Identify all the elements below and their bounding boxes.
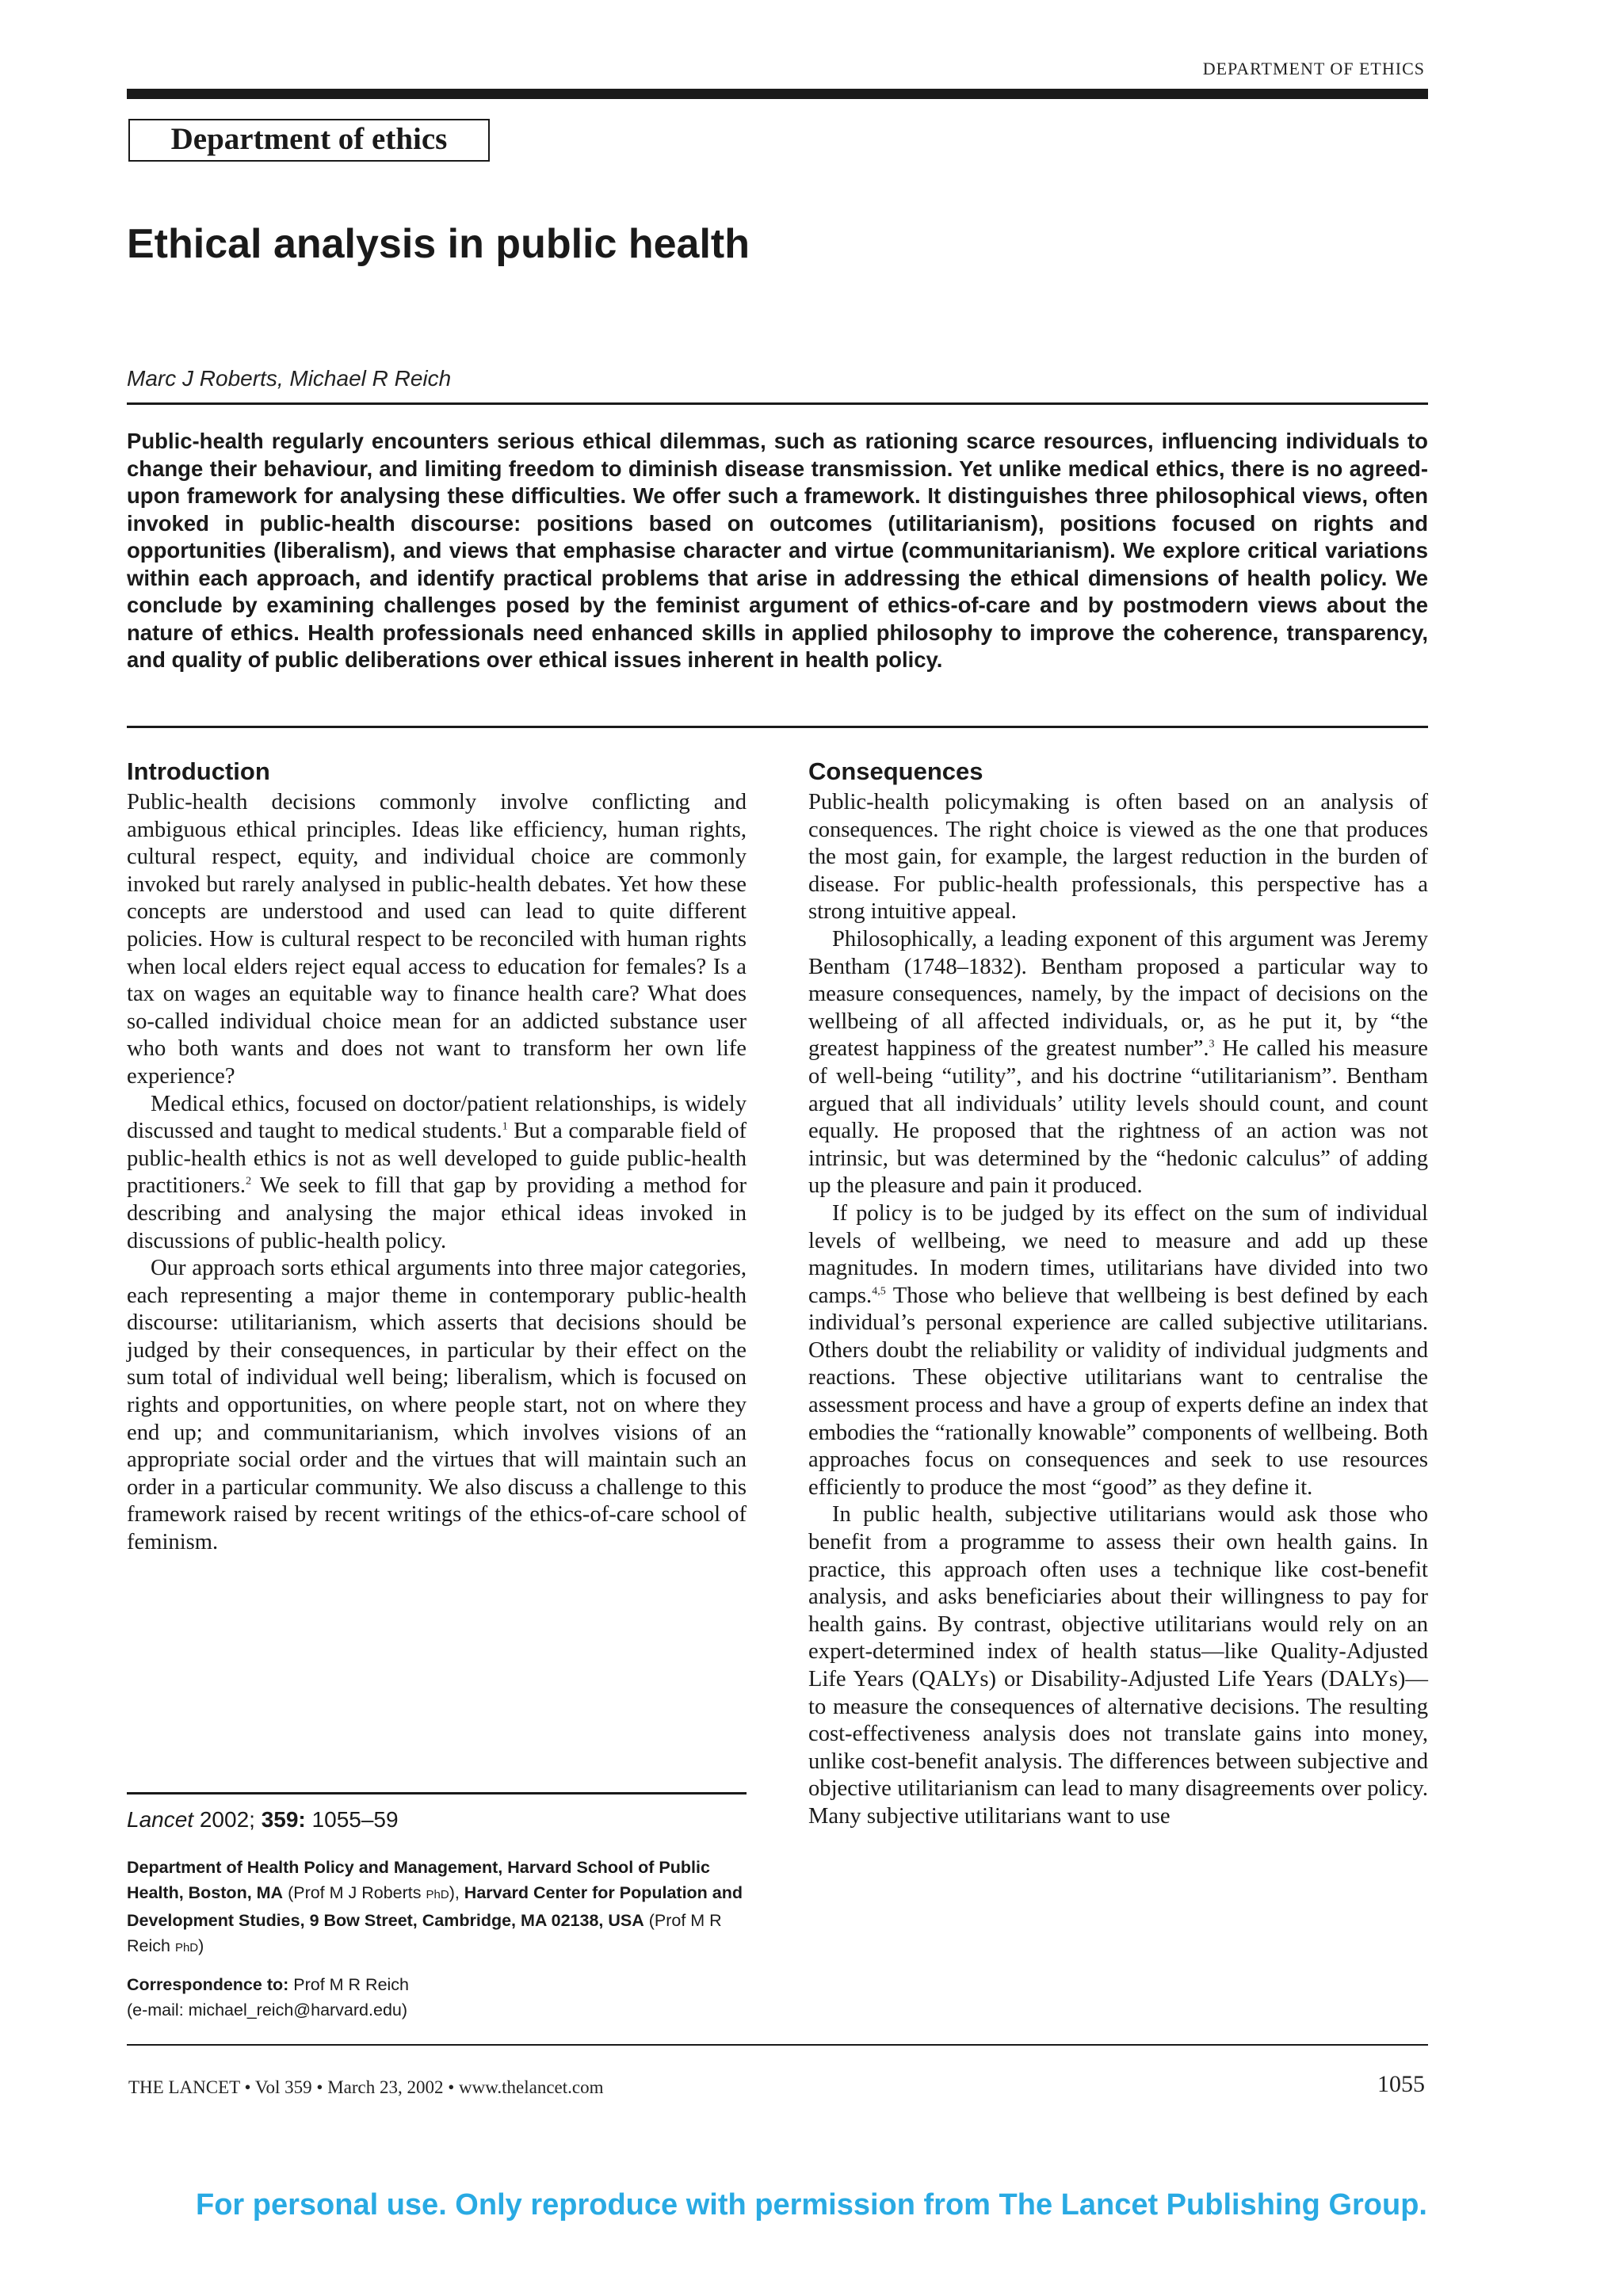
- reference-1[interactable]: 1: [502, 1120, 508, 1133]
- consequences-p2-text-b: He called his measure of well-being “utility”, and his doctrine “utilitarianism”. Bentham argued that all individuals’ utility levels should count, and count equally. He proposed that the rightness of an action was not intrinsic, but was determined by the “hedonic calculus” of adding up the pleasure and pain it produced.: [808, 1036, 1428, 1199]
- reference-3[interactable]: 3: [1209, 1038, 1215, 1051]
- citation-volume: 359:: [261, 1807, 306, 1832]
- left-column: [127, 754, 747, 1557]
- introduction-paragraph-3: Our approach sorts ethical arguments into three major categories, each representing a major theme in contemporary public-health discourse: utilitarianism, which asserts that decisions should be judged by their consequences, in particular by their effect on the sum total of individual well being; liberalism, which is focused on rights and opportunities, on where people start, not on where they end up; and communitarianism, which involves visions of an appropriate social order and the virtues that will maintain such an order in a particular community. We also discuss a challenge to this framework raised by recent writings of the ethics-of-care school of feminism.: [127, 1256, 747, 1555]
- correspondence-label: Correspondence to:: [127, 1975, 289, 1994]
- citation-journal: Lancet: [127, 1807, 194, 1832]
- article-authors: Marc J Roberts, Michael R Reich: [127, 366, 452, 391]
- introduction-p2-text-c: We seek to fill that gap by providing a method for describing and analysing the major ethical ideas invoked in discussions of public-health policy.: [127, 1173, 747, 1253]
- introduction-paragraph-1: Public-health decisions commonly involve conflicting and ambiguous ethical principles. Ideas like efficiency, human rights, cultural respect, equity, and individual choice are commonly invoked but rarely analysed in public-health debates. Yet how these concepts are understood and used can lead to quite different policies. How is cultural respect to be reconciled with human rights when local elders reject equal access to education for females? Is a tax on wages an equitable way to finance health care? What does so-called individual choice mean for an addicted substance user who both wants and does not want to transform her own life experience?: [127, 790, 747, 1089]
- correspondence: [127, 1972, 747, 2023]
- consequences-paragraph-2: [808, 926, 1428, 1200]
- affiliation-person-2: (Prof M R Reich: [127, 1911, 722, 1955]
- right-column: [808, 754, 1428, 1831]
- citation-rule: [127, 1792, 747, 1794]
- citation-block: [127, 1792, 747, 2023]
- affiliation-close-1: ),: [449, 1883, 464, 1902]
- consequences-p3-text-a: If policy is to be judged by its effect on the sum of individual levels of wellbeing, we need to measure and add up these magnitudes. In modern times, utilitarians have divided into two camps.: [808, 1200, 1428, 1308]
- section-label: Department of ethics: [128, 119, 490, 162]
- article-title: Ethical analysis in public health: [127, 221, 750, 267]
- consequences-p3-text-b: Those who believe that wellbeing is best defined by each individual’s personal experience are called subjective utilitarians. Others doubt the reliability or validity of individual judgments and reactions. These objective utilitarians want to centralise the assessment process and have a group of experts define an index that embodies the “rationally knowable” components of wellbeing. Both approaches focus on consequences and seek to use resources efficiently to produce the most “good” as they define it.: [808, 1283, 1428, 1500]
- affiliation-degree-1: PhD: [426, 1888, 449, 1901]
- footer-journal-info: THE LANCET • Vol 359 • March 23, 2002 • www.thelancet.com: [128, 2077, 604, 2097]
- page-number: 1055: [1377, 2071, 1425, 2097]
- reference-2[interactable]: 2: [246, 1175, 252, 1188]
- footer-rule: [127, 2044, 1428, 2046]
- affiliation-close-2: ): [198, 1936, 204, 1955]
- consequences-paragraph-4: In public health, subjective utilitarians would ask those who benefit from a programme to assess their own health gains. In practice, this approach often uses a technique like cost-benefit analysis, and asks beneficiaries about their willingness to pay for health gains. By contrast, objective utilitarians would rely on an expert-determined index of health status—like Quality-Adjusted Life Years (QALYs) or Disability-Adjusted Life Years (DALYs)—to measure the consequences of alternative decisions. The resulting cost-effectiveness analysis does not translate gains into money, unlike cost-benefit analysis. The differences between subjective and objective utilitarianism can lead to many disagreements over policy. Many subjective utilitarians want to use: [808, 1502, 1428, 1829]
- consequences-p2-text-a: Philosophically, a leading exponent of this argument was Jeremy Bentham (1748–1832). Bentham proposed a particular way to measure consequences, namely, by the impact of decisions on the wellbeing of all affected individuals, or, as he put it, by “the greatest happiness of the greatest number”.: [808, 926, 1428, 1062]
- citation-year: 2002;: [193, 1807, 262, 1832]
- abstract-rule-top: [127, 402, 1428, 405]
- affiliation-dept-2: Harvard Center for Population and Development Studies, 9 Bow Street, Cambridge, MA 02138, USA: [127, 1883, 743, 1930]
- abstract: Public-health regularly encounters serious ethical dilemmas, such as rationing scarce resources, influencing individuals to change their behaviour, and limiting freedom to diminish disease transmission. Yet unlike medical ethics, there is no agreed-upon framework for analysing these difficulties. We offer such a framework. It distinguishes three philosophical views, often invoked in public-health discourse: positions based on outcomes (utilitarianism), positions focused on rights and opportunities (liberalism), and views that emphasise character and virtue (communitarianism). We explore critical variations within each approach, and identify practical problems that arise in addressing the ethical dimensions of health policy. We conclude by examining challenges posed by the feminist argument of ethics-of-care and by postmodern views about the nature of ethics. Health professionals need enhanced skills in applied philosophy to improve the coherence, transparency, and quality of public deliberations over ethical issues inherent in health policy.: [127, 429, 1428, 672]
- introduction-p2-text-a: Medical ethics, focused on doctor/patient relationships, is widely discussed and taught to medical students.: [127, 1091, 747, 1144]
- consequences-paragraph-1: Public-health policymaking is often based on an analysis of consequences. The right choice is viewed as the one that produces the most gain, for example, the largest reduction in the burden of disease. For public-health professionals, this perspective has a strong intuitive appeal.: [808, 790, 1428, 925]
- affiliation-degree-2: PhD: [174, 1941, 199, 1955]
- correspondence-name: Prof M R Reich: [288, 1975, 410, 1994]
- citation-pages: 1055–59: [305, 1807, 399, 1832]
- top-rule: [127, 89, 1428, 99]
- citation: [127, 1806, 747, 1834]
- affiliation-person-1: (Prof M J Roberts: [283, 1883, 426, 1902]
- consequences-heading: Consequences: [808, 757, 983, 785]
- affiliation: [127, 1855, 747, 1961]
- correspondence-email[interactable]: (e-mail: michael_reich@harvard.edu): [127, 2000, 408, 2019]
- reference-4-5[interactable]: 4,5: [872, 1285, 886, 1298]
- affiliation-dept-1: Department of Health Policy and Management, Harvard School of Public Health, Boston, MA: [127, 1858, 710, 1902]
- abstract-rule-bottom: [127, 726, 1428, 728]
- introduction-p2-text-b: But a comparable field of public-health ethics is not as well developed to guide public-health practitioners.: [127, 1119, 747, 1199]
- consequences-paragraph-3: [808, 1200, 1428, 1502]
- permission-watermark: For personal use. Only reproduce with permission from The Lancet Publishing Group.: [196, 2188, 1427, 2222]
- introduction-paragraph-2: [127, 1091, 747, 1256]
- running-head: DEPARTMENT OF ETHICS: [1202, 59, 1425, 78]
- introduction-heading: Introduction: [127, 757, 270, 785]
